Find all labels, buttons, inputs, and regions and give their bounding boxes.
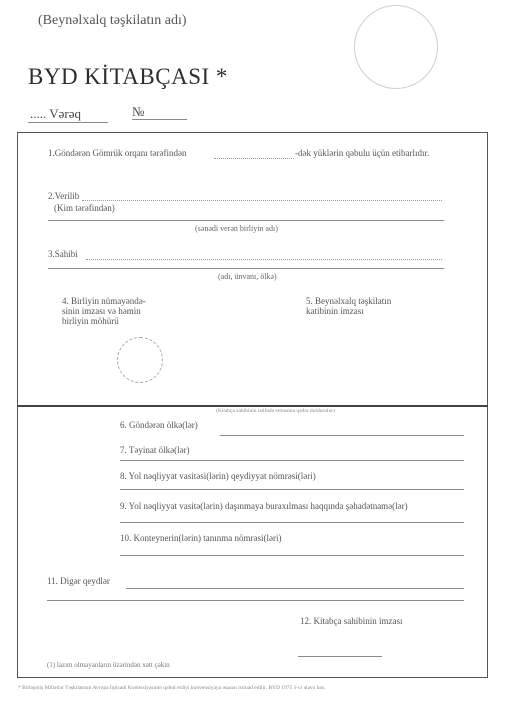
strike-note: (1) lazım olmayanların üzərindən xətt çəkin: [47, 661, 170, 669]
field-11-line-a[interactable]: [126, 588, 464, 589]
field-9-line[interactable]: [120, 522, 464, 523]
field-6-label: 6. Göndərən ölkə(lər): [120, 420, 198, 430]
number-underline: [132, 119, 187, 120]
field-1-suffix: -dək yüklərin qəbulu üçün etibarlıdır.: [295, 148, 430, 158]
field-3-caption: (adı, ünvanı, ölkə): [218, 272, 277, 281]
seal-circle: [354, 5, 438, 89]
field-10-label: 10. Konteynerin(lərin) tanınma nömrəsi(ləri): [120, 533, 282, 543]
field-10-line[interactable]: [120, 555, 464, 556]
stamp-placeholder: [117, 337, 163, 383]
field-5-label: 5. Beynəlxalq təşkilatın katibinin imzası: [306, 296, 392, 316]
field-1-line[interactable]: [214, 158, 294, 159]
number-label: №: [132, 104, 145, 119]
field-7-label: 7. Təyinat ölkə(lər): [120, 445, 190, 455]
field-8-label: 8. Yol nəqliyyat vasitəsi(lərin) qeydiyyat nömrəsi(ləri): [120, 471, 316, 481]
sheet-label: ..... Vərəq: [30, 106, 82, 121]
footnote: * Birləşmiş Millətlər Təşkilatının Avropa İqtisadi Komissiyasının qəbul etdiyi konvensiyaya əsasən istinad edilir. BYD 1975 1-ci əlavə bax.: [18, 685, 326, 691]
field-2-sub: (Kim tərəfindən): [54, 203, 115, 213]
document-title: BYD KİTABÇASI *: [28, 64, 228, 89]
field-6-line[interactable]: [220, 435, 464, 436]
field-2-line-b[interactable]: [48, 220, 444, 221]
field-2-caption: (sənədi verən birliyin adı): [195, 224, 278, 233]
field-12-label: 12. Kitabça sahibinin imzası: [300, 616, 403, 626]
organization-name: (Beynəlxalq təşkilatın adı): [38, 13, 187, 28]
field-2-line-a[interactable]: [82, 200, 442, 201]
field-11-label: 11. Digər qeydlər: [47, 576, 110, 586]
section-divider: [17, 405, 488, 407]
field-7-line[interactable]: [120, 460, 464, 461]
holder-note: (Kitabça sahibinin istifadə etməsinə qədər doldurulur): [216, 408, 335, 414]
field-2-label: 2.Verilib: [48, 191, 80, 201]
field-1-prefix: 1.Göndərən Gömrük orqanı tərəfindən: [48, 148, 187, 158]
field-11-line-b[interactable]: [47, 600, 464, 601]
field-12-signature-line[interactable]: [298, 656, 382, 657]
field-9-label: 9. Yol nəqliyyat vasitə(lərin) daşınmaya buraxılması haqqında şəhadətnamə(lər): [120, 501, 408, 511]
field-3-label: 3.Sahibi: [48, 249, 78, 259]
field-3-line-a[interactable]: [86, 259, 442, 260]
sheet-underline: [28, 122, 108, 123]
field-3-line-b[interactable]: [48, 268, 444, 269]
field-4-label: 4. Birliyin nümayəndə- sinin imzası və həmin birliyin möhürü: [62, 296, 146, 326]
field-8-line[interactable]: [120, 489, 464, 490]
